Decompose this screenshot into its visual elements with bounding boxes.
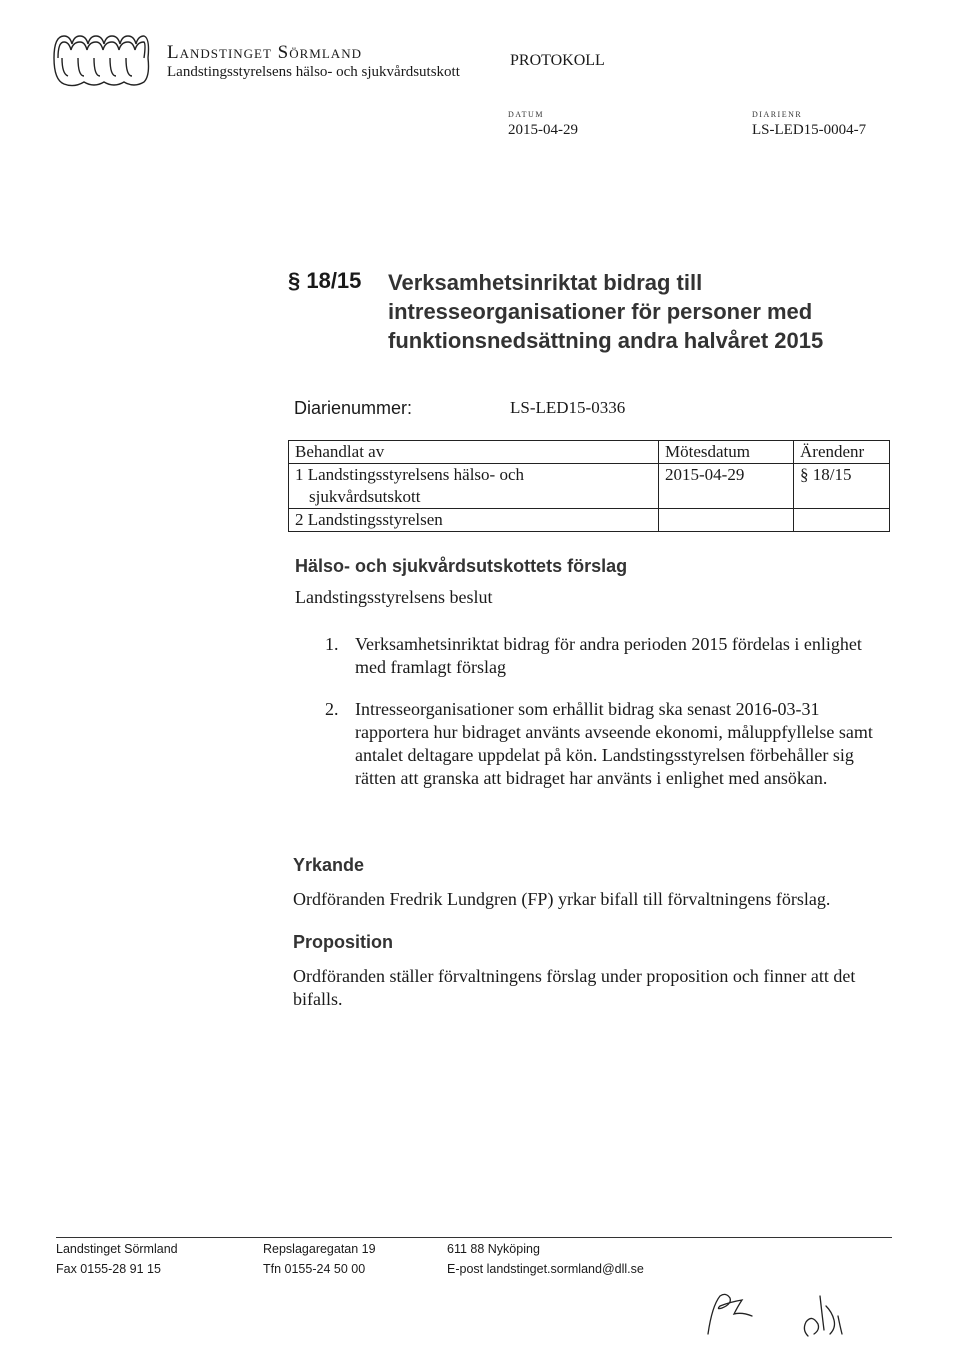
handled-body-continued: sjukvårdsutskott [309, 487, 421, 506]
claim-heading: Yrkande [293, 855, 365, 875]
case-number [794, 509, 890, 532]
org-name: Landstinget Sörmland [167, 42, 362, 63]
table-row [289, 509, 890, 532]
table-cell [289, 464, 659, 509]
handled-by-table [288, 440, 890, 532]
table-header: Behandlat av [289, 441, 659, 464]
table-header-row [289, 441, 890, 464]
document-type: PROTOKOLL [510, 52, 605, 69]
registration-label: DIARIENR [752, 110, 803, 119]
footer-divider [56, 1237, 892, 1238]
footer-phone: Tfn 0155-24 50 00 [263, 1262, 366, 1276]
claim-text: Ordföranden Fredrik Lundgren (FP) yrkar bifall till förvaltningens förslag. [293, 889, 831, 909]
list-item [325, 698, 885, 790]
item-text: Verksamhetsinriktat bidrag för andra perioden 2015 fördelas i enlighet med framlagt förslag [355, 634, 862, 677]
handwritten-initials-signature [690, 1276, 860, 1346]
footer-org: Landstinget Sörmland [56, 1242, 178, 1256]
item-number: 1. [325, 634, 339, 654]
date-label: DATUM [508, 110, 544, 119]
meeting-date: 2015-04-29 [659, 464, 794, 509]
table-header: Ärendenr [794, 441, 890, 464]
footer-fax: Fax 0155-28 91 15 [56, 1262, 161, 1276]
item-text: Intresseorganisationer som erhållit bidrag ska senast 2016-03-31 rapportera hur bidraget använts avseende ekonomi, måluppfyllelse samt antalet deltagare uppdelat på kön. Landstingsstyrelsen förbehåller sig rätten att granska att bidraget har använts i enlighet med ansökan. [355, 699, 873, 788]
footer-postal: 611 88 Nyköping [447, 1242, 540, 1256]
proposal-heading: Hälso- och sjukvårdsutskottets förslag [295, 556, 628, 576]
footer-email: E-post landstinget.sormland@dll.se [447, 1262, 644, 1276]
dnr-label: Diarienummer: [294, 398, 413, 418]
proposition-heading: Proposition [293, 932, 393, 952]
proposition-text: Ordföranden ställer förvaltningens förslag under proposition och finner att det bifalls. [293, 966, 856, 1009]
landstinget-logo-icon [50, 28, 152, 92]
meeting-date [659, 509, 794, 532]
handled-body: 2 Landstingsstyrelsen [289, 509, 659, 532]
page-title: Verksamhetsinriktat bidrag till intresseorganisationer för personer med funktionsnedsättning andra halvåret 2015 [388, 270, 824, 353]
org-subtitle: Landstingsstyrelsens hälso- och sjukvårdsutskott [167, 64, 460, 80]
decision-label: Landstingsstyrelsens beslut [295, 587, 493, 607]
registration-number: LS-LED15-0004-7 [752, 122, 867, 138]
dnr-value: LS-LED15-0336 [510, 398, 626, 417]
list-item [325, 633, 885, 679]
table-header: Mötesdatum [659, 441, 794, 464]
item-number: 2. [325, 699, 339, 719]
section-number: § 18/15 [288, 268, 362, 293]
handled-body: 1 Landstingsstyrelsens hälso- och [295, 465, 524, 484]
case-number: § 18/15 [794, 464, 890, 509]
date-value: 2015-04-29 [508, 122, 578, 138]
table-row [289, 464, 890, 509]
footer-street: Repslagaregatan 19 [263, 1242, 376, 1256]
